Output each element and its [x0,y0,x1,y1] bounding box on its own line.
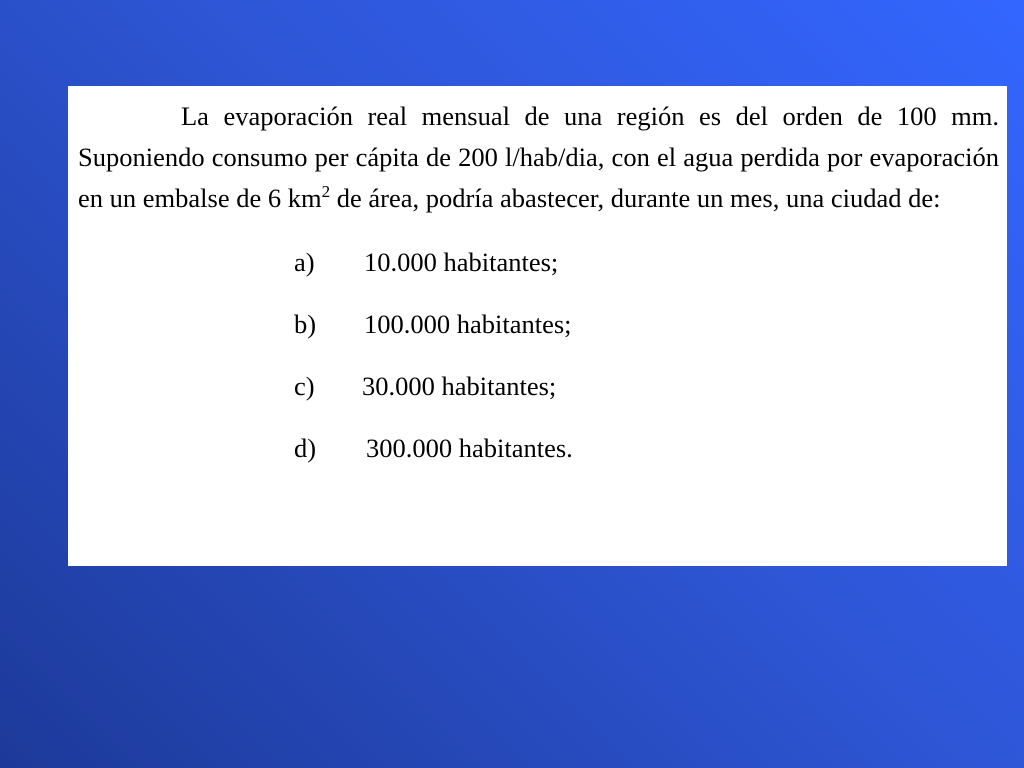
option-d [78,417,999,479]
option-letter: d) [294,433,317,463]
option-answer: 300.000 habitantes. [366,433,573,463]
option-answer: 100.000 habitantes; [364,309,572,339]
area-exponent: 2 [321,182,331,201]
option-b [78,293,999,355]
option-letter: b) [294,309,317,339]
option-letter: c) [294,371,315,401]
option-answer: 10.000 habitantes; [364,247,559,277]
option-answer: 30.000 habitantes; [362,371,557,401]
option-c [78,355,999,417]
answer-options-list [78,231,999,479]
question-text-box [68,86,1007,566]
question-text-end: de área, podría abastecer, durante un mes, una ciudad de: [330,183,941,213]
option-letter: a) [294,247,315,277]
option-a [78,231,999,293]
question-paragraph [78,96,999,219]
question-text-start: La evaporación real mensual de una región es del orden de 100 mm. Suponiendo consumo per cápita de 200 l/hab/dia, con el agua perdida por evaporación en un embalse de 6 km [78,101,999,213]
